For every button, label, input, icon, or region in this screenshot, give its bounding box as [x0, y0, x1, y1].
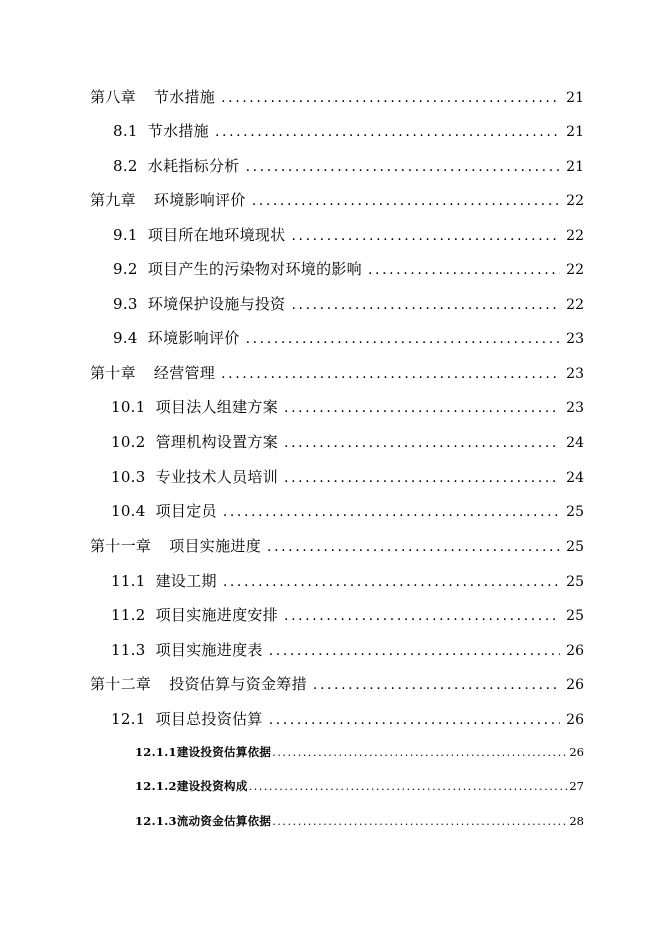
toc-number: 12.1.3 — [135, 814, 177, 828]
toc-number: 第八章 — [90, 88, 136, 106]
toc-entry[interactable] — [135, 744, 584, 760]
toc-number: 9.4 — [113, 329, 138, 347]
toc-number: 10.3 — [111, 468, 146, 486]
toc-number: 12.1.1 — [135, 745, 177, 759]
toc-page: 25 — [566, 539, 584, 555]
dot-leader — [272, 815, 568, 828]
toc-title: 项目总投资估算 — [155, 710, 263, 728]
toc-page: 26 — [569, 745, 584, 759]
dot-leader — [284, 435, 560, 451]
dot-leader — [249, 780, 569, 793]
toc-number: 12.1 — [111, 710, 146, 728]
toc-page: 23 — [566, 366, 584, 382]
dot-leader — [221, 90, 560, 106]
toc-title: 投资估算与资金筹措 — [169, 675, 307, 693]
toc-page: 25 — [566, 504, 584, 520]
toc-title: 项目所在地环境现状 — [147, 226, 286, 244]
toc-entry[interactable] — [111, 708, 584, 729]
toc-page: 25 — [566, 608, 584, 624]
toc-number: 8.1 — [113, 122, 138, 140]
toc-title: 环境影响评价 — [147, 329, 240, 347]
dot-leader — [269, 712, 560, 728]
toc-entry[interactable] — [111, 500, 584, 521]
dot-leader — [284, 470, 560, 486]
toc-page: 22 — [566, 297, 584, 313]
toc-page: 21 — [566, 159, 584, 175]
dot-leader — [252, 193, 560, 209]
toc-title: 节水措施 — [147, 122, 209, 140]
toc-page: 26 — [566, 677, 584, 693]
dot-leader — [221, 366, 560, 382]
dot-leader — [269, 643, 560, 659]
toc-entry[interactable] — [113, 258, 584, 279]
toc-number: 12.1.2 — [135, 779, 177, 793]
toc-entry[interactable] — [111, 466, 584, 487]
toc-number: 10.2 — [111, 433, 146, 451]
toc-number: 10.1 — [111, 398, 146, 416]
toc-number: 9.1 — [113, 226, 138, 244]
dot-leader — [223, 504, 560, 520]
dot-leader — [291, 228, 560, 244]
dot-leader — [284, 608, 560, 624]
toc-number: 11.1 — [111, 572, 146, 590]
toc-page: 22 — [566, 193, 584, 209]
toc-title: 项目实施进度安排 — [155, 606, 279, 624]
toc-page: 25 — [566, 574, 584, 590]
dot-leader — [215, 124, 560, 140]
dot-leader — [368, 262, 560, 278]
toc-entry[interactable] — [111, 570, 584, 591]
toc-page: 28 — [569, 814, 584, 828]
toc-page: 26 — [566, 643, 584, 659]
toc-title: 项目法人组建方案 — [155, 398, 279, 416]
toc-entry[interactable] — [111, 431, 584, 452]
toc-page: 21 — [566, 90, 584, 106]
toc-title: 环境影响评价 — [153, 191, 246, 209]
toc-title: 建设工期 — [155, 572, 217, 590]
toc-number: 第十一章 — [90, 537, 152, 555]
toc-number: 9.2 — [113, 260, 138, 278]
dot-leader — [313, 677, 560, 693]
dot-leader — [246, 331, 561, 347]
toc-title: 流动资金估算依据 — [176, 814, 272, 828]
toc-page: 22 — [566, 228, 584, 244]
toc-entry[interactable] — [113, 224, 584, 245]
toc-page: 22 — [566, 262, 584, 278]
toc-title: 项目实施进度 — [169, 537, 262, 555]
toc-page: 24 — [566, 435, 584, 451]
toc-entry[interactable] — [113, 120, 584, 141]
toc-page: 21 — [566, 124, 584, 140]
toc-page: 23 — [566, 400, 584, 416]
toc-page: 26 — [566, 712, 584, 728]
toc-entry[interactable] — [135, 813, 584, 829]
toc-number: 第十二章 — [90, 675, 152, 693]
toc-entry[interactable] — [111, 639, 584, 660]
toc-entry[interactable] — [90, 189, 584, 210]
toc-title: 项目实施进度表 — [155, 641, 263, 659]
toc-title: 经营管理 — [153, 364, 216, 382]
dot-leader — [272, 746, 568, 759]
toc-entry[interactable] — [113, 293, 584, 314]
toc-entry[interactable] — [90, 362, 584, 383]
toc-title: 项目产生的污染物对环境的影响 — [147, 260, 362, 278]
toc-entry[interactable] — [113, 327, 584, 348]
dot-leader — [291, 297, 560, 313]
toc-entry[interactable] — [111, 396, 584, 417]
toc-page: 27 — [569, 779, 584, 793]
dot-leader — [284, 400, 560, 416]
dot-leader — [267, 539, 560, 555]
toc-title: 水耗指标分析 — [147, 157, 240, 175]
toc-number: 11.2 — [111, 606, 146, 624]
dot-leader — [246, 159, 561, 175]
toc-title: 环境保护设施与投资 — [147, 295, 286, 313]
toc-entry[interactable] — [113, 155, 584, 176]
toc-entry[interactable] — [111, 604, 584, 625]
toc-entry[interactable] — [90, 673, 584, 694]
toc-page: 23 — [566, 331, 584, 347]
toc-number: 11.3 — [111, 641, 146, 659]
toc-number: 第九章 — [90, 191, 136, 209]
toc-page: 24 — [566, 470, 584, 486]
toc-title: 节水措施 — [153, 88, 216, 106]
toc-number: 8.2 — [113, 157, 138, 175]
toc-entry[interactable] — [135, 778, 584, 794]
toc-number: 10.4 — [111, 502, 146, 520]
toc-number: 9.3 — [113, 295, 138, 313]
toc-entry[interactable] — [90, 86, 584, 107]
toc-title: 项目定员 — [155, 502, 217, 520]
toc-title: 建设投资估算依据 — [176, 745, 272, 759]
toc-entry[interactable] — [90, 535, 584, 556]
toc-title: 建设投资构成 — [176, 779, 248, 793]
toc-title: 专业技术人员培训 — [155, 468, 279, 486]
dot-leader — [223, 574, 560, 590]
toc-number: 第十章 — [90, 364, 136, 382]
toc-title: 管理机构设置方案 — [155, 433, 279, 451]
